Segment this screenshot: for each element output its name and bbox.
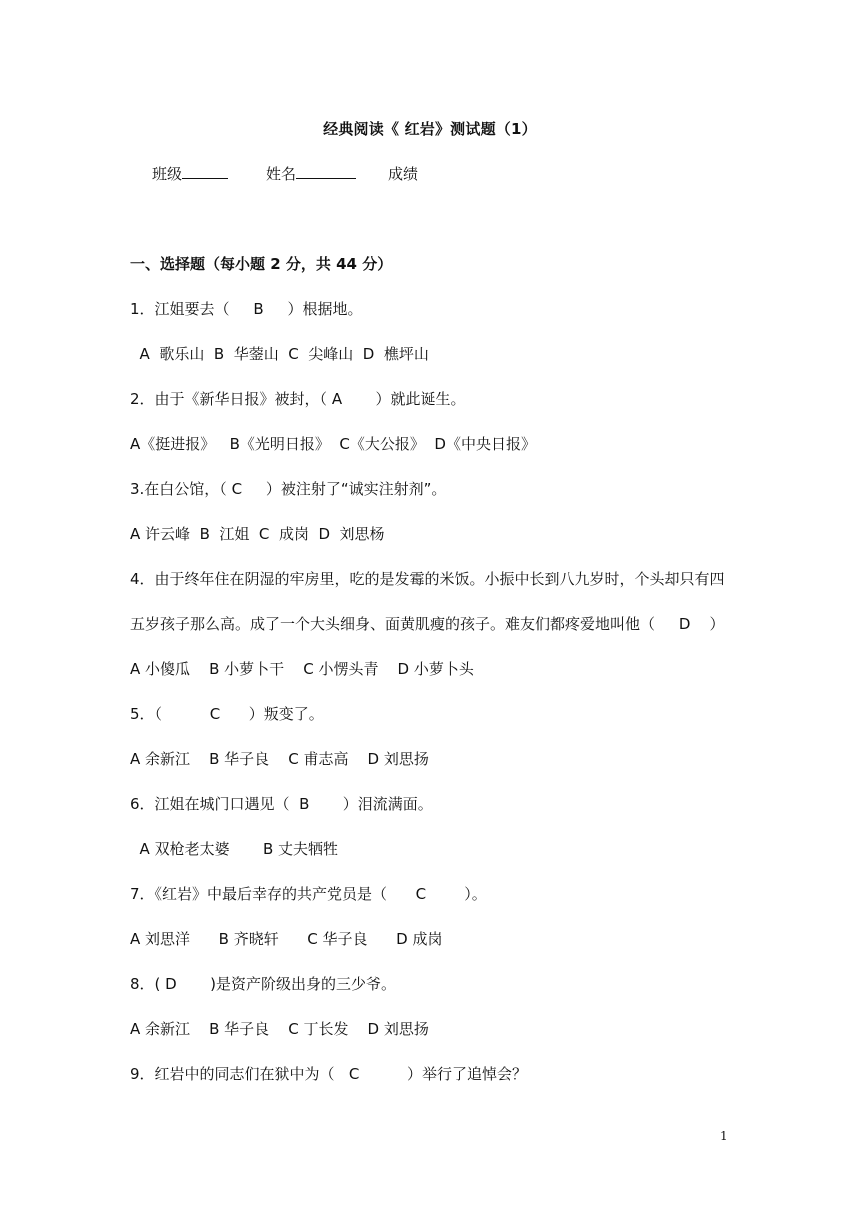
section-heading: 一、选择题（每小题 2 分，共 44 分） (130, 255, 393, 273)
option-line: A 许云峰 B 江姐 C 成岗 D 刘思杨 (130, 525, 385, 543)
question-line: 4．由于终年住在阴湿的牢房里，吃的是发霉的米饭。小振中长到八九岁时，个头却只有四 (130, 570, 725, 588)
question-line: 5．（ C ）叛变了。 (130, 705, 324, 723)
option-line: A 余新江 B 华子良 C 丁长发 D 刘思扬 (130, 1020, 429, 1038)
score-label: 成绩 (388, 165, 419, 183)
document-title: 经典阅读《 红岩》测试题（1） (323, 120, 537, 138)
name-blank (296, 164, 356, 179)
name-field (266, 163, 356, 184)
question-line-continued: 五岁孩子那么高。成了一个大头细身、面黄肌瘦的孩子。难友们都疼爱地叫他（ D ） (130, 615, 725, 633)
question-line: 1．江姐要去（ B ）根据地。 (130, 300, 363, 318)
question-line: 8．( D )是资产阶级出身的三少爷。 (130, 975, 396, 993)
question-line: 7．《红岩》中最后幸存的共产党员是（ C ）。 (130, 885, 487, 903)
option-line: A 小傻瓜 B 小萝卜干 C 小愣头青 D 小萝卜头 (130, 660, 474, 678)
question-line: 6．江姐在城门口遇见（ B ）泪流满面。 (130, 795, 433, 813)
option-line: A 刘思洋 B 齐晓轩 C 华子良 D 成岗 (130, 930, 443, 948)
page-number: 1 (720, 1129, 728, 1143)
class-label: 班级 (152, 165, 183, 183)
question-line: 3.在白公馆，（ C ）被注射了“诚实注射剂”。 (130, 480, 447, 498)
option-line: A 歌乐山 B 华蓥山 C 尖峰山 D 樵坪山 (130, 345, 429, 363)
option-line: A 余新江 B 华子良 C 甫志高 D 刘思扬 (130, 750, 429, 768)
option-line: A《挺进报》 B《光明日报》 C《大公报》 D《中央日报》 (130, 435, 536, 453)
option-line: A 双枪老太婆 B 丈夫牺牲 (130, 840, 339, 858)
class-field (152, 163, 228, 184)
class-blank (182, 164, 228, 179)
question-line: 2．由于《新华日报》被封，（ A ）就此诞生。 (130, 390, 466, 408)
name-label: 姓名 (266, 165, 297, 183)
score-field (388, 163, 418, 184)
question-line: 9．红岩中的同志们在狱中为（ C ）举行了追悼会？ (130, 1065, 528, 1083)
